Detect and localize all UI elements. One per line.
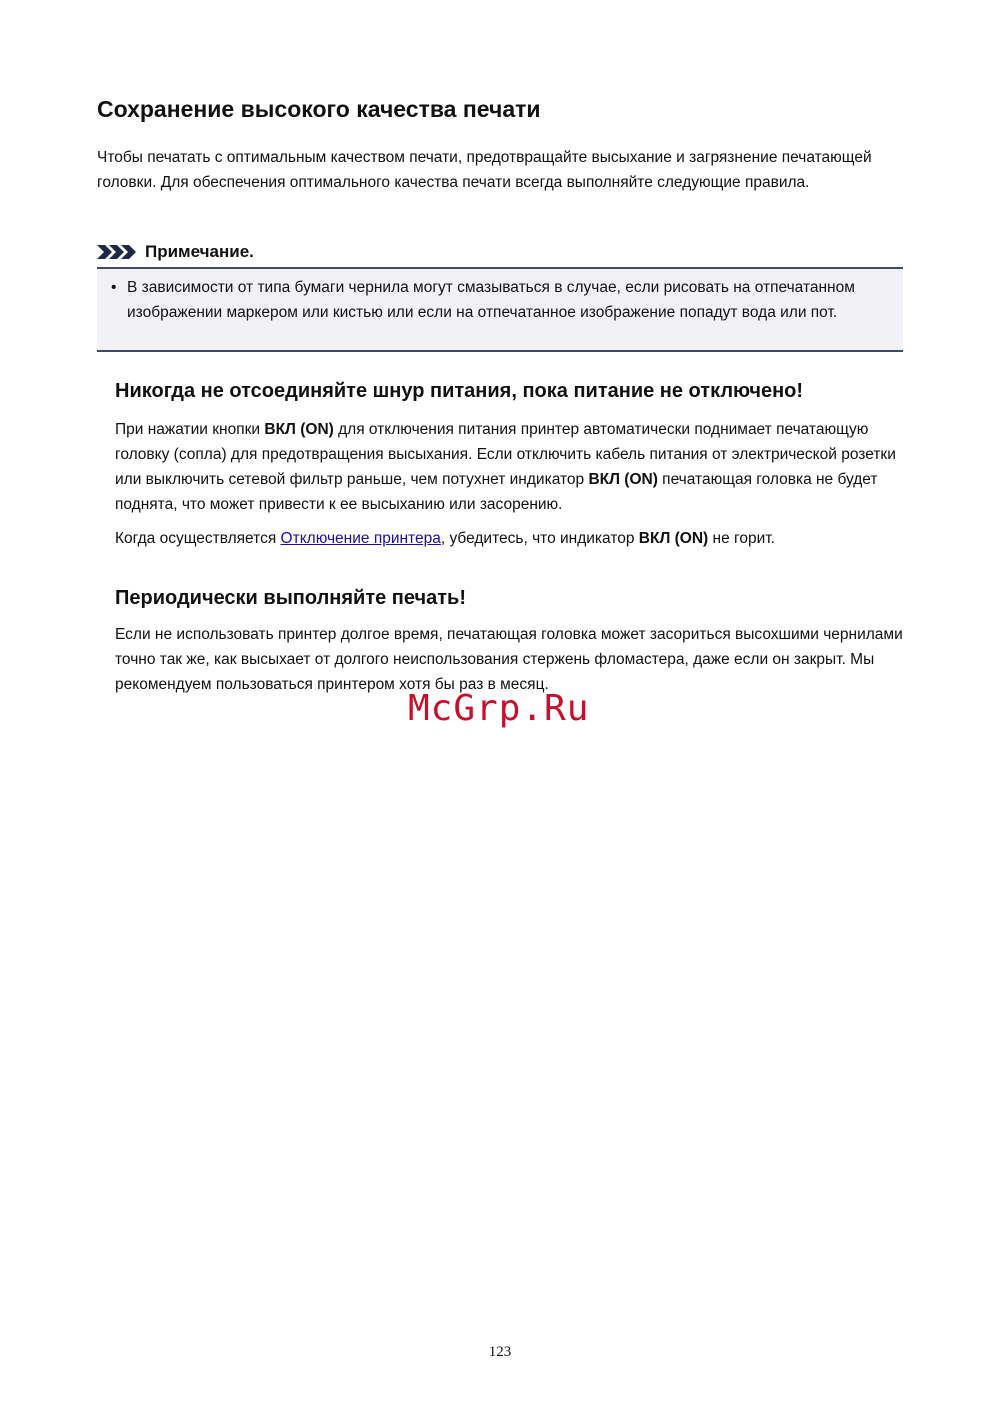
text-fragment: печатающая головка не будет поднята, что может привести к ее высыханию или засорению. — [115, 471, 878, 513]
note-item — [111, 275, 871, 325]
section-power-cord-paragraph — [115, 417, 905, 517]
note-box — [97, 267, 903, 352]
page-title: Сохранение высокого качества печати — [97, 96, 541, 122]
watermark: McGrp.Ru — [408, 688, 590, 729]
note-title: Примечание. — [145, 242, 254, 261]
note-list — [111, 275, 871, 325]
section-power-off-paragraph — [115, 526, 905, 551]
printer-power-off-link[interactable]: Отключение принтера — [280, 530, 441, 547]
note-item-text: В зависимости от типа бумаги чернила могут смазываться в случае, если рисовать на отпечатанном изображении маркером или кистью или если на отпечатанное изображение попадут вода или пот. — [127, 279, 855, 321]
on-indicator-label: ВКЛ (ON) — [588, 471, 658, 488]
section-title-power-cord: Никогда не отсоединяйте шнур питания, пока питание не отключено! — [115, 380, 804, 402]
intro-paragraph: Чтобы печатать с оптимальным качеством печати, предотвращайте высыхание и загрязнение печатающей головки. Для обеспечения оптимального качества печати всегда выполняйте следующие правила. — [97, 149, 872, 191]
text-fragment: для отключения питания принтер автоматически поднимает печатающую головку (сопла) для предотвращения высыхания. Если отключить кабель питания от электрической розетки или выключить сетевой фильтр раньше, чем потухнет индикатор — [115, 421, 896, 488]
text-fragment: не горит. — [708, 530, 775, 547]
bullet: • — [111, 279, 117, 296]
page-number: 123 — [488, 1344, 512, 1360]
text-fragment: , убедитесь, что индикатор — [440, 530, 639, 547]
text-fragment: При нажатии кнопки — [115, 421, 265, 438]
on-indicator-label: ВКЛ (ON) — [638, 530, 709, 547]
section-periodic-print-paragraph: Если не использовать принтер долгое время, печатающая головка может засориться высохшими чернилами точно так же, как высыхает от долгого неиспользования стержень фломастера, даже если он закрыт. Мы рекомендуем пользоваться принтером хотя бы раз в месяц. — [115, 626, 903, 693]
text-fragment: Когда осуществляется — [115, 530, 281, 547]
triple-chevron-icon — [97, 245, 139, 259]
note-header — [97, 238, 254, 266]
section-title-periodic-print: Периодически выполняйте печать! — [115, 587, 466, 609]
on-button-label: ВКЛ (ON) — [264, 421, 334, 438]
